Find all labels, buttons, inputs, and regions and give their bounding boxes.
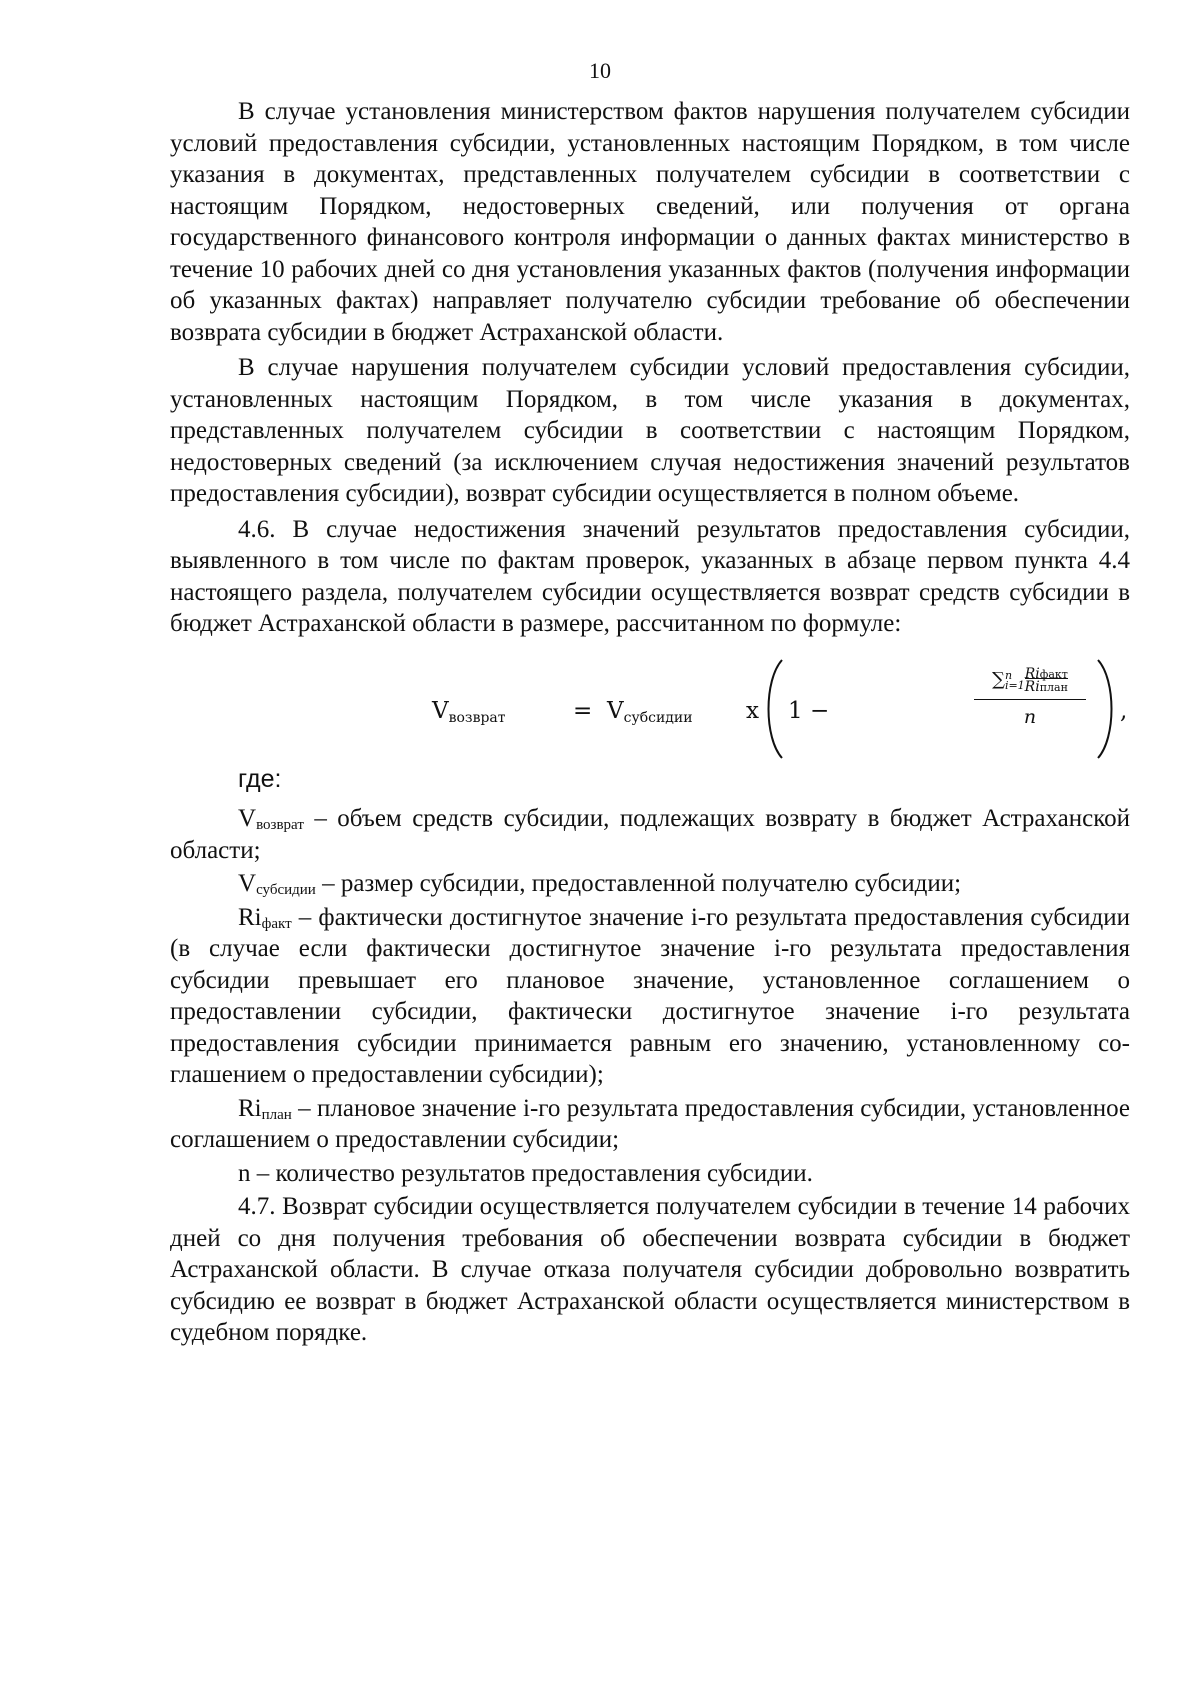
formula-fraction (970, 664, 1090, 734)
definition-ri-fact: $Ri_{факт}$ – фактически достигнутое значение i-го результата предоставления субсидии (в случае если фактически достигнутое значение i-го результата предоставления субсидии превышает его плановое значение, установленное соглашением о предоставлении субсидии, фактически достигнутое значение i-го результата предоставления субсидии принимается равным его значению, установленному соглашением о предоставлении субсидии); (170, 903, 1130, 1088)
formula-rhs: $V_{субсидии}$ (607, 697, 693, 726)
fraction-numerator: ∑n $i=1\frac{\text{Riфакт}}{\text{Riплан}}$ (992, 665, 1068, 695)
fraction-bar (974, 699, 1086, 700)
page-number: 10 (589, 58, 611, 83)
right-parenthesis (1094, 658, 1120, 760)
paragraph-violation-established: В случае установления министерством фактов нарушения получателем субсидии условий предоставления субсидии, установленных настоящим Порядком, в том числе указания в документах, представленных получателем субсидии в соответствии с настоящим Порядком, недостоверных сведений, или получения от органа государственного финансового контроля информации о данных фактах министерство в течение 10 рабочих дней со дня установления указанных фактов (получения информации об указанных фактах) направляет получателю субсидии требование об обеспечении возврата субсидии в бюджет Астраханской области. (170, 98, 1130, 346)
paragraph-4-7: 4.7. Возврат субсидии осуществляется получателем субсидии в течение 14 рабочих дней со дня получения требования об обеспечении возврата субсидии в бюджет Астраханской области. В случае отказа получателя субсидии добровольно возвратить субсидию ее возврат в бюджет Астраханской области осуществляется министерством в судебном порядке. (170, 1193, 1130, 1346)
formula-times: x (746, 697, 759, 724)
definition-ri-plan: $Ri_{план}$ – плановое значение i-го результата предоставления субсидии, установленное соглашением о предоставлении субсидии; (170, 1094, 1130, 1153)
formula-comma: , (1120, 697, 1128, 724)
paragraph-violation-full-return: В случае нарушения получателем субсидии условий предоставления субсидии, установленных настоящим Порядком, в том числе указания в документах, представленных получателем субсидии в соответствии с настоящим Порядком, недостоверных сведений (за исключением случая недостижения значений результатов предоставления субсидии), возврат субсидии осуществляется в полном объеме. (170, 354, 1130, 507)
return-formula (170, 658, 1130, 760)
formula-lhs: $V_{возврат}$ (432, 697, 506, 726)
formula-one-minus: 1 − (788, 697, 830, 724)
definition-v-return: $V_{возврат}$ – объем средств субсидии, подлежащих возврату в бюджет Астраханской области; (170, 805, 1130, 864)
document-body (170, 96, 1130, 1353)
formula-equals: = (573, 697, 593, 724)
paragraph-4-6: 4.6. В случае недостижения значений результатов предоставления субсидии, выявленного в том числе по фактам проверок, указанных в абзаце первом пункта 4.4 настоящего раздела, получателем субсидии осуществляется возврат средств субсидии в бюджет Астраханской области в размере, рассчитанном по формуле: (170, 515, 1130, 637)
definition-v-subsidy: $V_{субсидии}$ – размер субсидии, предоставленной получателю субсидии; (238, 870, 962, 898)
where-label: где: (238, 764, 282, 793)
fraction-denominator: n (1023, 706, 1037, 728)
definition-n: n – количество результатов предоставления субсидии. (238, 1159, 813, 1187)
left-parenthesis (760, 658, 786, 760)
